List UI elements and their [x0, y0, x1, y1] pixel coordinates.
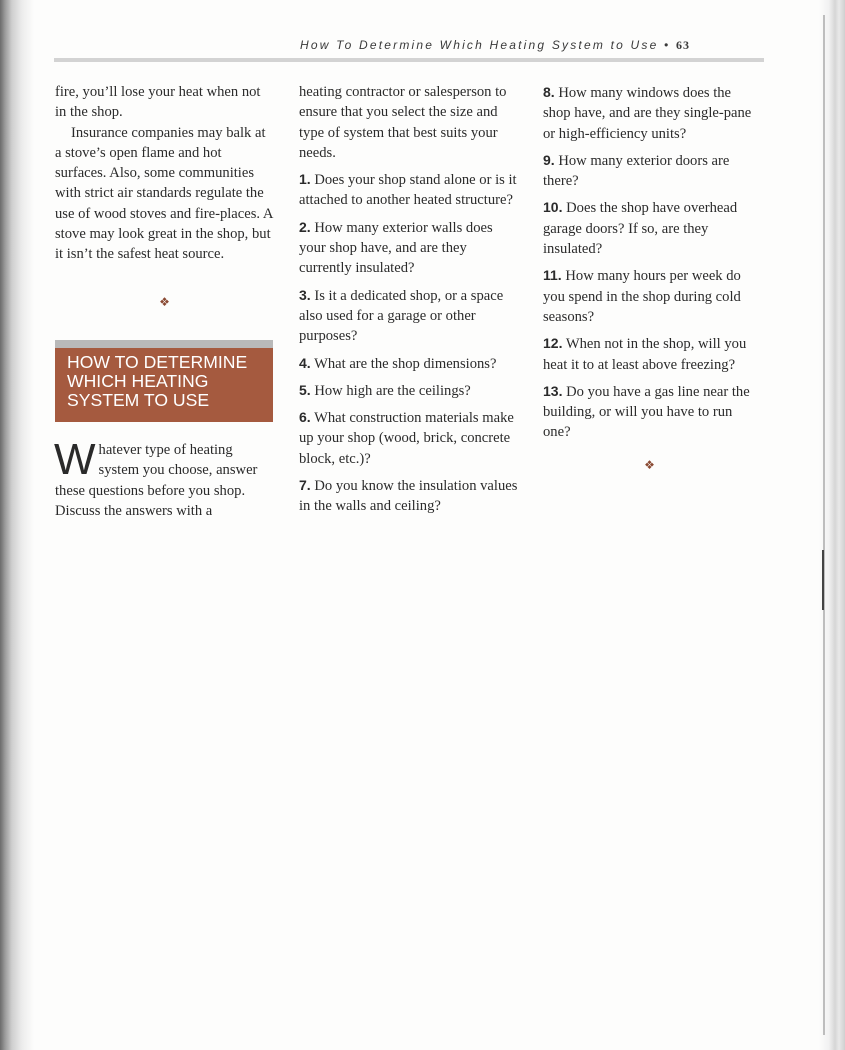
ornament-icon: ❖ [159, 295, 169, 309]
question-text: Does your shop stand alone or is it attached to another heated structure? [299, 172, 517, 209]
question-item [543, 197, 755, 259]
scan-left-shadow [0, 0, 34, 1050]
question-item [299, 169, 521, 211]
question-text: Does the shop have overhead garage doors? If so, are they insulated? [543, 200, 738, 258]
question-number: 13. [543, 382, 563, 399]
question-text: What are the shop dimensions? [314, 355, 497, 372]
ornament-icon: ❖ [644, 457, 654, 472]
question-text: How high are the ceilings? [314, 382, 471, 399]
header-rule [54, 58, 764, 62]
question-number: 4. [299, 354, 311, 371]
question-item [299, 475, 521, 517]
question-text: How many hours per week do you spend in the shop during cold seasons? [543, 268, 741, 325]
question-number: 6. [299, 409, 311, 426]
question-text: How many exterior doors are there? [543, 152, 730, 190]
question-item [299, 217, 521, 279]
paragraph: fire, you’ll lose your heat when not in the shop. [55, 84, 261, 121]
question-number: 3. [299, 286, 311, 303]
question-item [543, 82, 755, 144]
question-number: 11. [543, 267, 562, 284]
question-text: Do you have a gas line near the building, or will you have to run one? [543, 383, 750, 441]
heading-bar [55, 340, 273, 348]
question-item [543, 381, 755, 443]
question-item [543, 265, 755, 327]
section-heading-block [55, 340, 273, 422]
intro-paragraph [54, 435, 273, 521]
continuation-paragraph: heating contractor or salesperson to ensure that you select the size and type of system that best suits your needs. [299, 84, 507, 161]
question-item [299, 407, 521, 469]
paragraph: Insurance companies may balk at a stove’s open flame and hot surfaces. Also, some communities with strict air standards regulate the use of wood stoves and fire-places. A stove may look great in the shop, but it isn’t the safest heat source. [55, 124, 273, 263]
column-3 [543, 82, 755, 475]
question-number: 9. [543, 151, 555, 168]
question-item [543, 150, 755, 192]
drop-cap: W [54, 435, 96, 484]
running-head-title: How To Determine Which Heating System to Use [300, 38, 659, 52]
question-text: When not in the shop, will you heat it to at least above freezing? [543, 336, 747, 373]
page-edge-mark [822, 550, 824, 610]
question-text: What construction materials make up your shop (wood, brick, concrete block, etc.)? [299, 410, 514, 467]
question-number: 10. [543, 199, 563, 216]
question-text: How many windows does the shop have, and are they single-pane or high-efficiency units? [543, 85, 752, 142]
question-number: 1. [299, 171, 311, 188]
intro-text: hatever type of heating system you choose, answer these questions before you shop. Discuss the answers with a [55, 442, 258, 519]
question-number: 12. [543, 335, 563, 352]
question-item [299, 353, 521, 374]
question-number: 8. [543, 84, 555, 100]
question-number: 2. [299, 218, 311, 235]
column-2 [299, 82, 521, 523]
question-text: Do you know the insulation values in the walls and ceiling? [299, 478, 518, 515]
question-item [299, 380, 521, 401]
page-number: 63 [675, 38, 690, 52]
question-item [543, 333, 755, 375]
running-head-bullet: • [664, 38, 671, 52]
page-edge-line [823, 15, 825, 1035]
running-head [300, 38, 766, 53]
question-number: 5. [299, 381, 311, 398]
question-text: Is it a dedicated shop, or a space also used for a garage or other purposes? [299, 287, 504, 345]
section-heading: HOW TO DETERMINE WHICH HEATING SYSTEM TO USE [55, 348, 273, 422]
column-1 [55, 82, 273, 265]
question-text: How many exterior walls does your shop have, and are they currently insulated? [299, 219, 493, 277]
question-number: 7. [299, 477, 311, 494]
question-item [299, 285, 521, 347]
